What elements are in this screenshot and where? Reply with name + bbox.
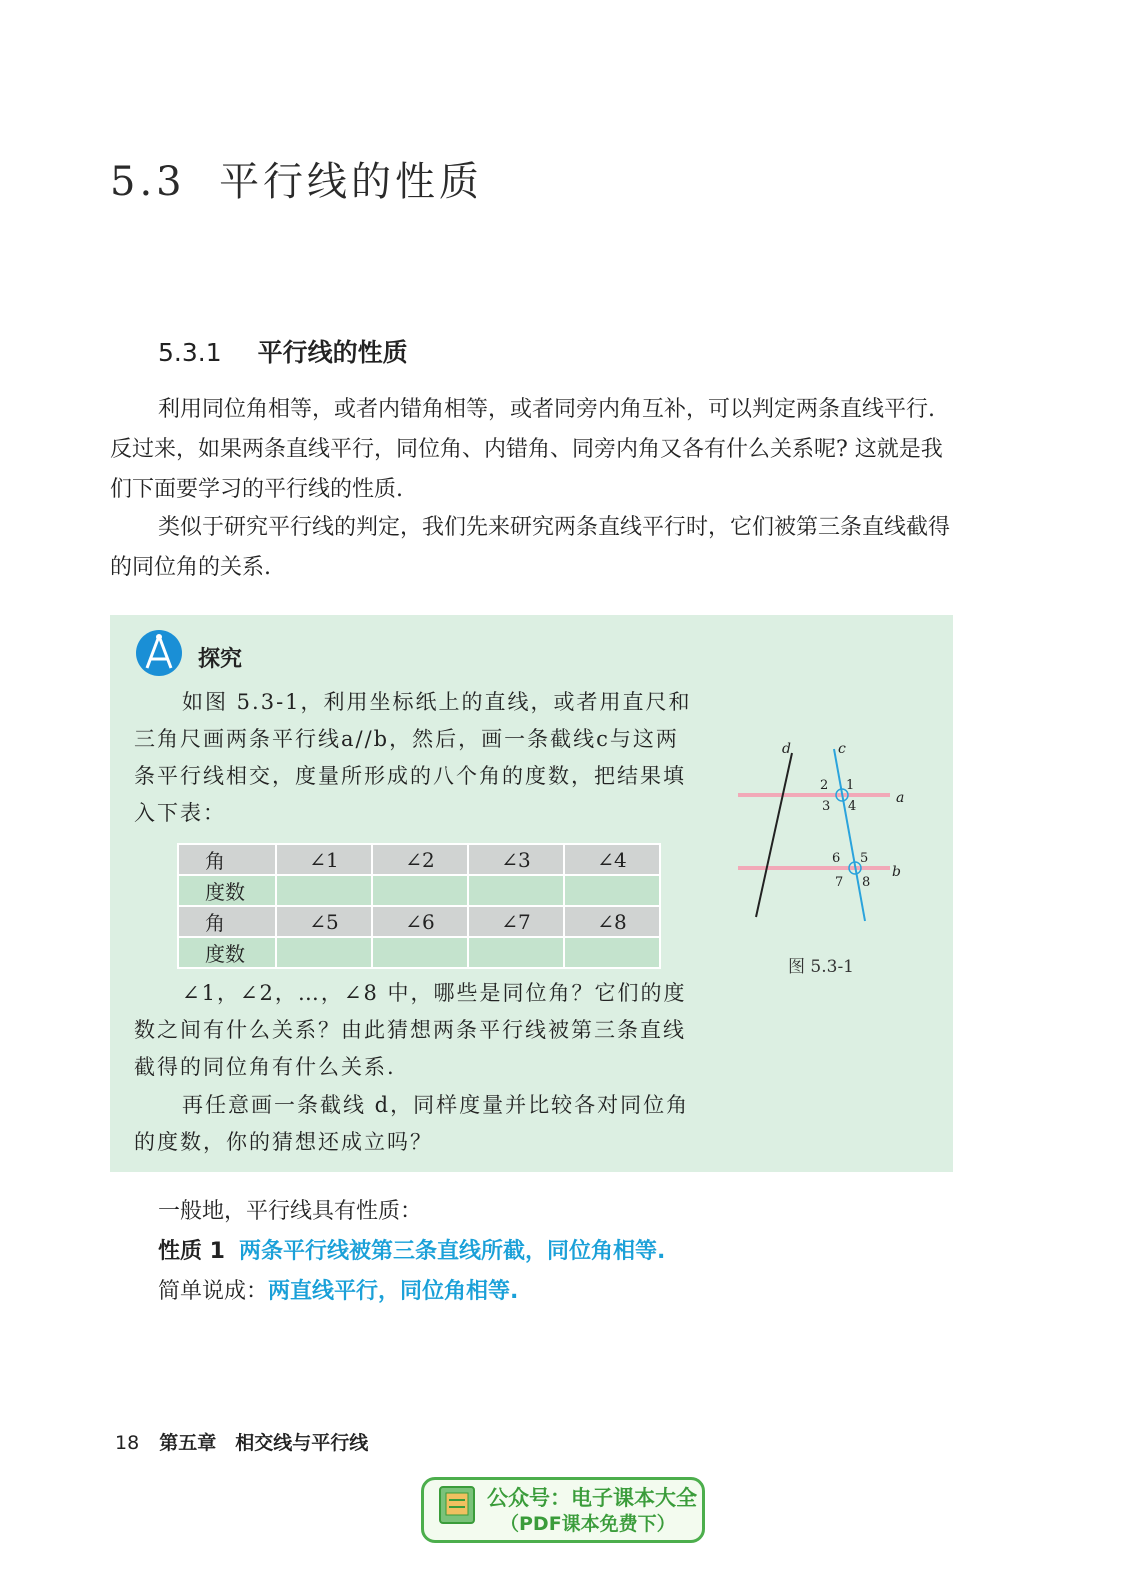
- section-title: 5.3 平行线的性质: [110, 159, 484, 205]
- subsection-title: [158, 333, 408, 369]
- angle-label-7: 7: [835, 875, 844, 890]
- angle-cell: ∠6: [372, 906, 468, 937]
- angle-label-8: 8: [862, 875, 871, 890]
- label-b: b: [892, 864, 901, 880]
- property-statement: 两条平行线被第三条直线所截，同位角相等.: [238, 1239, 666, 1264]
- degree-cell[interactable]: [564, 937, 660, 968]
- angle-cell: ∠8: [564, 906, 660, 937]
- book-icon: [437, 1484, 477, 1530]
- compass-icon: [134, 628, 184, 678]
- chapter-name: 第五章 相交线与平行线: [159, 1432, 369, 1454]
- property-short-prefix: 简单说成：: [158, 1279, 269, 1304]
- row-label: 角: [178, 906, 276, 937]
- angle-label-3: 3: [822, 799, 831, 814]
- line-c: [834, 749, 865, 921]
- property-intro: 一般地，平行线具有性质：: [158, 1199, 423, 1224]
- watermark-line-2: （PDF课本免费下）: [500, 1513, 676, 1535]
- degree-cell[interactable]: [468, 875, 564, 906]
- property-short: [158, 1272, 518, 1312]
- degree-cell[interactable]: [276, 875, 372, 906]
- explore-title: 探究: [198, 647, 243, 672]
- angle-label-6: 6: [832, 851, 841, 866]
- degree-cell[interactable]: [372, 937, 468, 968]
- angle-label-5: 5: [860, 851, 869, 866]
- angle-cell: ∠2: [372, 844, 468, 875]
- line-d: [756, 753, 792, 917]
- angle-table: [177, 843, 661, 969]
- degree-cell[interactable]: [372, 875, 468, 906]
- label-c: c: [838, 741, 846, 757]
- table-row: [178, 906, 660, 937]
- degree-cell[interactable]: [276, 937, 372, 968]
- parallel-lines-figure: [730, 735, 940, 935]
- page-number: 18: [115, 1432, 140, 1454]
- angle-cell: ∠1: [276, 844, 372, 875]
- explore-paragraph-2: ∠1，∠2，…，∠8 中，哪些是同位角？它们的度数之间有什么关系？由此猜想两条平行线被第三条直线截得的同位角有什么关系.: [134, 981, 687, 1079]
- subsection-name: 平行线的性质: [257, 338, 408, 367]
- row-label: 角: [178, 844, 276, 875]
- angle-label-4: 4: [848, 799, 857, 814]
- property-short-text: 两直线平行，同位角相等.: [268, 1279, 519, 1304]
- page-footer: [115, 1428, 368, 1455]
- angle-label-2: 2: [820, 778, 829, 793]
- table-row: [178, 875, 660, 906]
- degree-cell[interactable]: [564, 875, 660, 906]
- table-row: [178, 937, 660, 968]
- row-label: 度数: [178, 875, 276, 906]
- angle-cell: ∠4: [564, 844, 660, 875]
- label-a: a: [896, 790, 905, 806]
- intro-paragraph-2: 类似于研究平行线的判定，我们先来研究两条直线平行时，它们被第三条直线截得的同位角的关系.: [110, 515, 951, 580]
- angle-label-1: 1: [846, 778, 855, 793]
- figure-caption: 图 5.3-1: [788, 957, 854, 977]
- property-1: [158, 1232, 665, 1272]
- angle-cell: ∠5: [276, 906, 372, 937]
- property-label: 性质 1: [158, 1239, 225, 1264]
- label-d: d: [782, 741, 791, 757]
- explore-paragraph-1: 如图 5.3-1，利用坐标纸上的直线，或者用直尺和三角尺画两条平行线a//b，然后，画一条截线c与这两条平行线相交，度量所形成的八个角的度数，把结果填入下表：: [134, 690, 692, 825]
- row-label: 度数: [178, 937, 276, 968]
- watermark-line-1: 公众号：电子课本大全: [487, 1486, 697, 1510]
- subsection-number: 5.3.1: [158, 338, 222, 367]
- degree-cell[interactable]: [468, 937, 564, 968]
- explore-paragraph-3: 再任意画一条截线 d，同样度量并比较各对同位角的度数，你的猜想还成立吗？: [134, 1093, 690, 1154]
- table-row: [178, 844, 660, 875]
- angle-cell: ∠3: [468, 844, 564, 875]
- intro-paragraph-1: 利用同位角相等，或者内错角相等，或者同旁内角互补，可以判定两条直线平行. 反过来，如果两条直线平行，同位角、内错角、同旁内角又各有什么关系呢? 这就是我们下面要学习的平行线的性质.: [110, 397, 943, 502]
- angle-cell: ∠7: [468, 906, 564, 937]
